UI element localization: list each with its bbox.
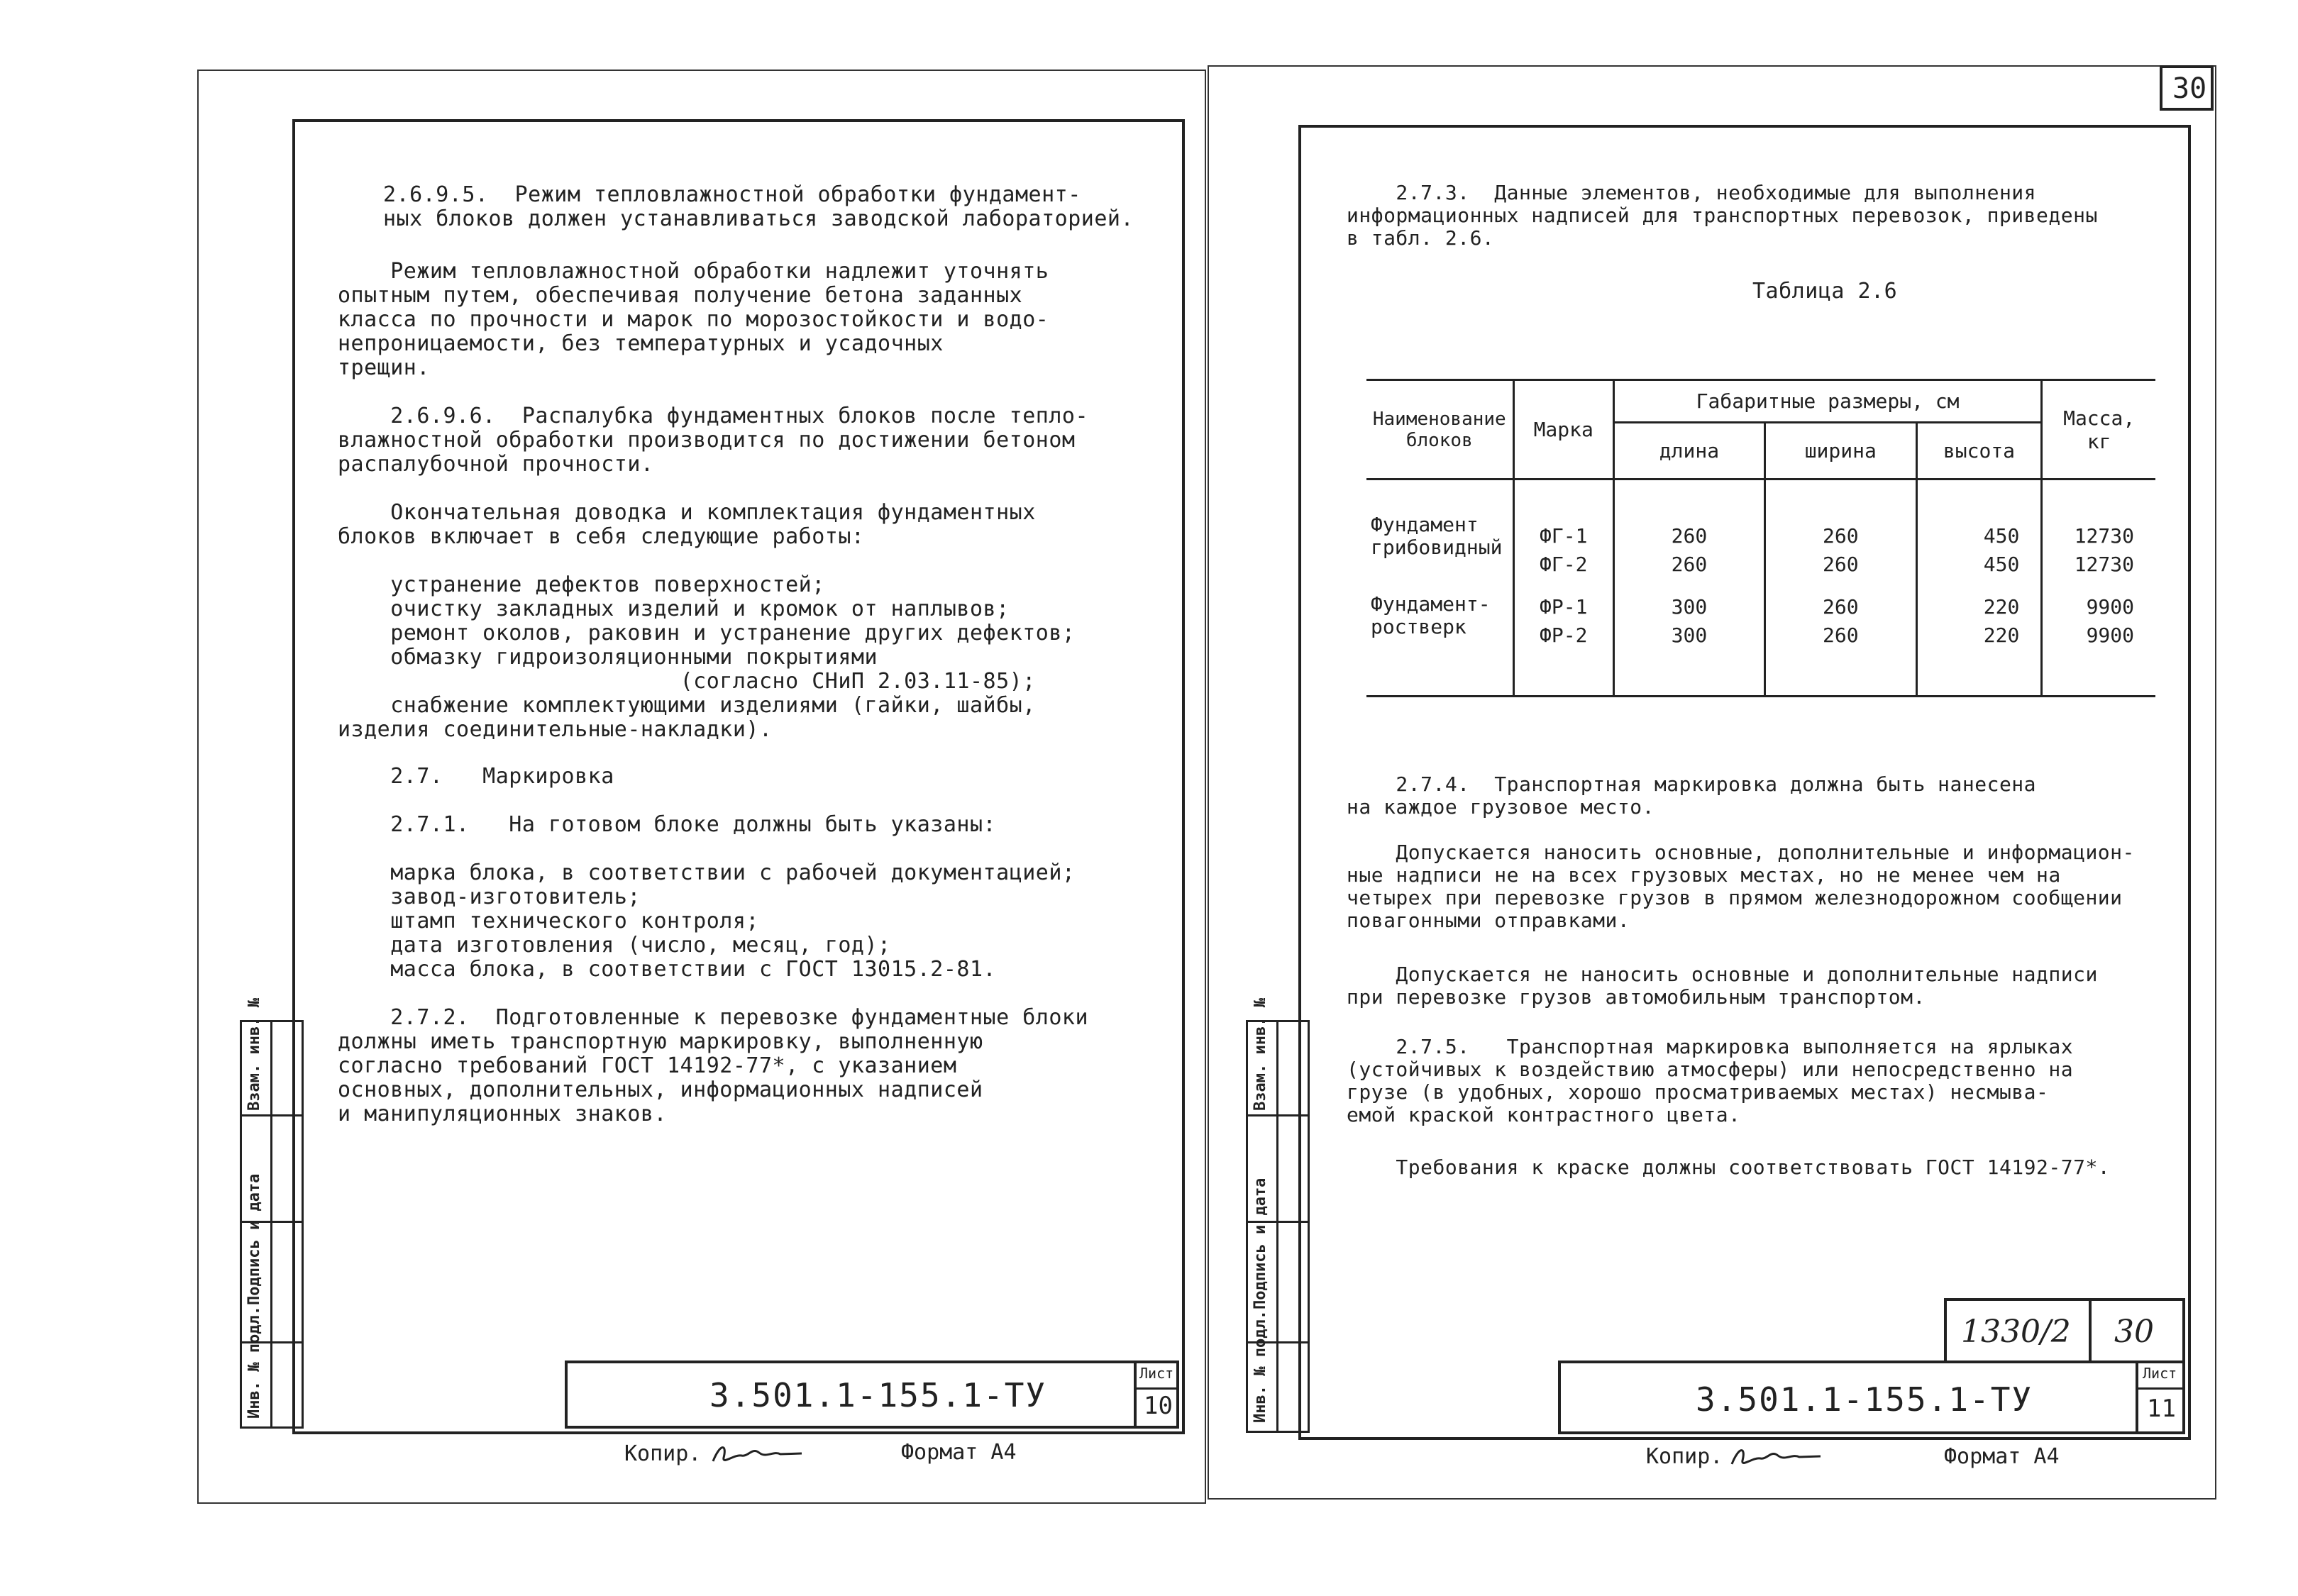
left-doc-code: 3.501.1-155.1-ТУ [709, 1376, 1047, 1414]
left-list-marking: марка блока, в соответствии с рабочей документацией; завод-изготовитель; штамп технического контроля; дата изготовления (число, месяц, год); масса блока, в соответствии с ГОСТ 13015.2-81. [390, 860, 1076, 982]
th-name: Наименование блоков [1366, 380, 1513, 480]
table-row [1366, 593, 2155, 697]
page-number: 30 [2172, 72, 2207, 105]
left-para-2695: 2.6.9.5. Режим тепловлажностной обработки фундамент- ных блоков должен устанавливаться заводской лабораторией. [383, 182, 1134, 231]
left-sheet-number: 10 [1144, 1392, 1173, 1420]
right-side-label-sign: Подпись и дата [1252, 1177, 1269, 1309]
left-side-label-inv: Инв. № подл. [245, 1306, 263, 1419]
handwritten-sheet: 30 [2114, 1314, 2154, 1350]
cell-mass: 9900 9900 [2042, 593, 2155, 697]
cell-marks: ФР-1 ФР-2 [1513, 593, 1613, 697]
page-number-box [2160, 65, 2214, 111]
right-side-label-inv: Инв. № подл. [1252, 1310, 1269, 1423]
left-sheet-box [1134, 1363, 1179, 1426]
cell-width: 260 260 [1764, 593, 1916, 697]
left-sheet-label: Лист [1139, 1365, 1174, 1382]
right-format-label: Формат А4 [1944, 1444, 2060, 1469]
cell-name: Фундамент- ростверк [1366, 593, 1513, 697]
left-heading-27: 2.7. Маркировка [338, 764, 614, 789]
right-para-allowed-2: Допускается не наносить основные и дополнительные надписи при перевозке грузов автомобильным транспортом. [1347, 963, 2098, 1009]
left-list-works: устранение дефектов поверхностей; очистку закладных изделий и кромок от наплывов; ремонт околов, раковин и устранение других дефектов; обмазку гидроизоляционными покрытиями (согласно СНиП 2.03.11-85); снабжение комплектующими изделиями (гайки, шайбы, изделия соединительные-накладки). [338, 572, 1076, 742]
left-para-regime: Режим тепловлажностной обработки надлежит уточнять опытным путем, обеспечивая получение бетона заданных класса по прочности и марок по морозостойкости и водо- непроницаемости, без температурных и усадочных трещин. [338, 259, 1049, 380]
left-title-block [565, 1361, 1179, 1429]
right-copy-label: Копир. [1646, 1444, 1723, 1469]
table-row [1366, 480, 2155, 593]
left-copy-label: Копир. [624, 1441, 702, 1466]
right-copy-signature [1728, 1443, 1828, 1471]
left-para-271: 2.7.1. На готовом блоке должны быть указаны: [338, 812, 997, 837]
th-mass: Масса, кг [2042, 380, 2155, 480]
right-doc-code: 3.501.1-155.1-ТУ [1696, 1380, 2033, 1419]
left-format-label: Формат А4 [901, 1440, 1017, 1465]
table-2-6 [1366, 379, 2155, 697]
left-copy-signature [709, 1440, 809, 1468]
right-handwritten-box [1944, 1298, 2185, 1363]
th-dims: Габаритные размеры, см [1613, 380, 2041, 423]
left-para-2696: 2.6.9.6. Распалубка фундаментных блоков после тепло- влажностной обработки производится по достижении бетоном распалубочной прочности. [338, 404, 1089, 477]
cell-height: 220 220 [1916, 593, 2042, 697]
cell-length: 300 300 [1613, 593, 1764, 697]
handwritten-number: 1330/2 [1961, 1314, 2071, 1350]
cell-mass: 12730 12730 [2042, 480, 2155, 593]
right-sheet-box [2136, 1363, 2185, 1431]
cell-name: Фундамент грибовидный [1366, 480, 1513, 593]
cell-width: 260 260 [1764, 480, 1916, 593]
right-para-allowed-1: Допускается наносить основные, дополнительные и информацион- ные надписи не на всех грузовых местах, но не менее чем на четырех при перевозке грузов в прямом железнодорожном сообщении повагонными отправками. [1347, 841, 2135, 932]
right-side-label-vzam: Взам. инв. № [1252, 998, 1269, 1111]
right-title-block [1558, 1361, 2185, 1434]
right-para-273: 2.7.3. Данные элементов, необходимые для выполнения информационных надписей для транспортных перевозок, приведены в табл. 2.6. [1347, 181, 2098, 250]
th-width: ширина [1764, 423, 1916, 480]
th-height: высота [1916, 423, 2042, 480]
left-para-272: 2.7.2. Подготовленные к перевозке фундаментные блоки должны иметь транспортную маркировку, выполненную согласно требований ГОСТ 14192-77*, с указанием основных, дополнительных, информационных надписей и манипуляционных знаков. [338, 1005, 1089, 1126]
right-sheet-label: Лист [2143, 1365, 2177, 1382]
table-title: Таблица 2.6 [1752, 279, 1898, 304]
cell-length: 260 260 [1613, 480, 1764, 593]
th-length: длина [1613, 423, 1764, 480]
cell-height: 450 450 [1916, 480, 2042, 593]
left-para-final: Окончательная доводка и комплектация фундаментных блоков включает в себя следующие работы: [338, 500, 1036, 549]
right-sheet-number: 11 [2147, 1395, 2176, 1423]
right-para-paint: Требования к краске должны соответствовать ГОСТ 14192-77*. [1347, 1156, 2111, 1179]
left-side-label-vzam: Взам. инв. № [245, 998, 263, 1111]
cell-marks: ФГ-1 ФГ-2 [1513, 480, 1613, 593]
right-para-275: 2.7.5. Транспортная маркировка выполняется на ярлыках (устойчивых к воздействию атмосферы) или непосредственно на грузе (в удобных, хорошо просматриваемых местах) несмыва- емой краской контрастного цвета. [1347, 1035, 2074, 1126]
left-side-label-sign: Подпись и дата [245, 1173, 263, 1305]
right-para-274: 2.7.4. Транспортная маркировка должна быть нанесена на каждое грузовое место. [1347, 772, 2037, 819]
th-mark: Марка [1513, 380, 1613, 480]
